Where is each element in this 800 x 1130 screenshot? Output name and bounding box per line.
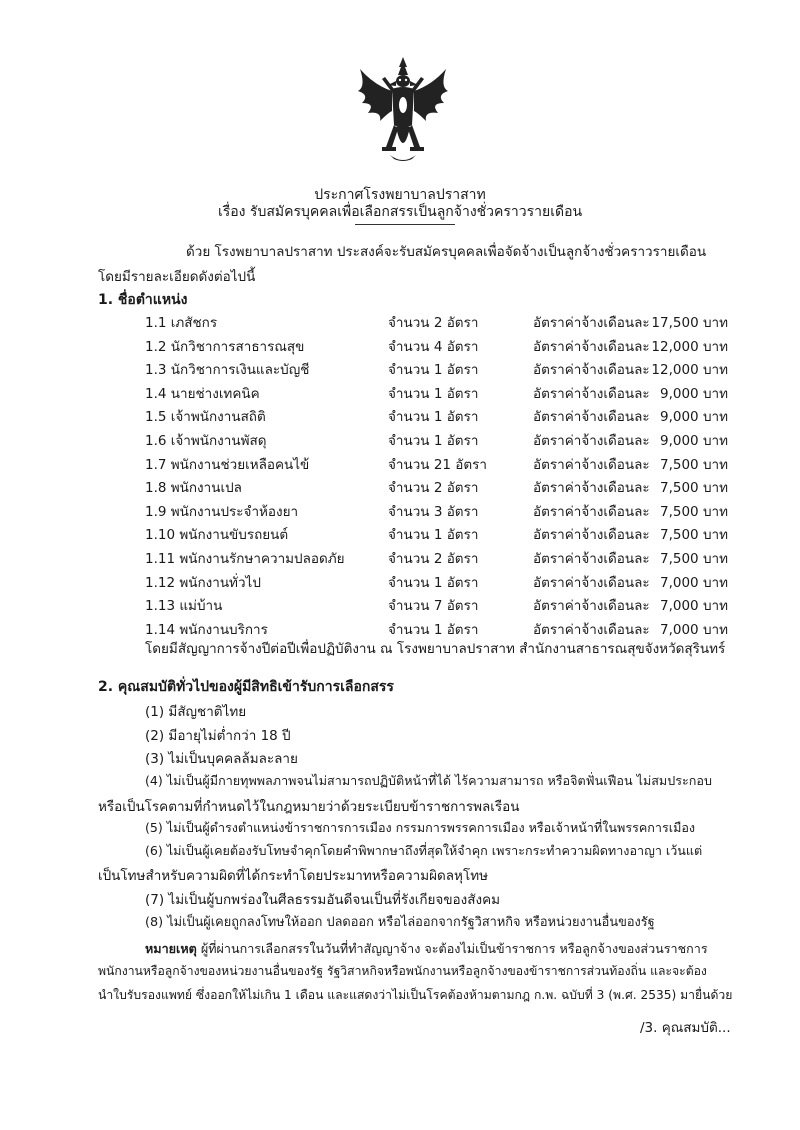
intro-line-1: ด้วย โรงพยาบาลปราสาท ประสงค์จะรับสมัครบุคคลเพื่อจัดจ้างเป็นลูกจ้างชั่วคราวรายเดือน xyxy=(186,244,707,260)
position-rate-label: อัตราค่าจ้างเดือนละ xyxy=(533,338,650,355)
position-row xyxy=(0,429,800,449)
position-row xyxy=(0,571,800,591)
position-rate-label: อัตราค่าจ้างเดือนละ xyxy=(533,362,650,379)
position-name: 1.4 นายช่างเทคนิค xyxy=(145,385,260,402)
qualification-5: (5) ไม่เป็นผู้ดำรงตำแหน่งข้าราชการการเมือง กรรมการพรรคการเมือง หรือเจ้าหน้าที่ในพรรคการเมือง xyxy=(145,820,696,835)
note-line-1 xyxy=(145,939,708,959)
intro-line-2: โดยมีรายละเอียดดังต่อไปนี้ xyxy=(98,269,256,285)
position-rate-label: อัตราค่าจ้างเดือนละ xyxy=(533,456,650,473)
position-name: 1.1 เภสัชกร xyxy=(145,315,218,331)
qualification-2: (2) มีอายุไม่ต่ำกว่า 18 ปี xyxy=(145,728,291,744)
position-count: จำนวน 1 อัตรา xyxy=(388,409,479,426)
position-name: 1.8 พนักงานเปล xyxy=(145,480,242,497)
position-name: 1.5 เจ้าพนักงานสถิติ xyxy=(145,409,266,426)
position-amount: 7,000 บาท xyxy=(660,621,728,638)
position-row xyxy=(0,476,800,496)
position-row xyxy=(0,311,800,331)
section-1-heading: 1. ชื่อตำแหน่ง xyxy=(98,292,188,308)
position-name: 1.12 พนักงานทั่วไป xyxy=(145,574,261,591)
position-count: จำนวน 7 อัตรา xyxy=(388,598,479,615)
position-row xyxy=(0,594,800,614)
qualification-4-line-1: (4) ไม่เป็นผู้มีกายทุพพลภาพจนไม่สามารถปฏิบัติหน้าที่ได้ ไร้ความสามารถ หรือจิตฟั่นเฟือน ไม่สมประกอบ xyxy=(145,773,712,788)
position-amount: 9,000 บาท xyxy=(660,433,728,449)
position-row xyxy=(0,523,800,543)
position-count: จำนวน 2 อัตรา xyxy=(388,551,479,567)
position-amount: 12,000 บาท xyxy=(651,362,728,379)
position-amount: 7,500 บาท xyxy=(660,480,728,497)
qualification-6-line-1: (6) ไม่เป็นผู้เคยต้องรับโทษจำคุกโดยคำพิพากษาถึงที่สุดให้จำคุก เพราะกระทำความผิดทางอาญา เว้นแต่ xyxy=(145,843,703,858)
position-row xyxy=(0,453,800,473)
qualification-3: (3) ไม่เป็นบุคคลล้มละลาย xyxy=(145,751,298,767)
position-rate-label: อัตราค่าจ้างเดือนละ xyxy=(533,409,650,426)
position-rate-label: อัตราค่าจ้างเดือนละ xyxy=(533,503,650,520)
position-name: 1.14 พนักงานบริการ xyxy=(145,621,268,638)
continuation-marker: /3. คุณสมบัติ... xyxy=(640,1020,731,1036)
qualification-1: (1) มีสัญชาติไทย xyxy=(145,704,247,720)
position-rate-label: อัตราค่าจ้างเดือนละ xyxy=(533,480,650,497)
note-line-3: นำใบรับรองแพทย์ ซึ่งออกให้ไม่เกิน 1 เดือน และแสดงว่าไม่เป็นโรคต้องห้ามตามกฎ ก.พ. ฉบับที่ 3 (พ.ศ. 2535) มายื่นด้วย xyxy=(98,988,733,1002)
position-count: จำนวน 2 อัตรา xyxy=(388,315,479,331)
position-amount: 7,500 บาท xyxy=(660,456,728,473)
position-name: 1.13 แม่บ้าน xyxy=(145,598,223,615)
note-text-1: ผู้ที่ผ่านการเลือกสรรในวันที่ทำสัญญาจ้าง จะต้องไม่เป็นข้าราชการ หรือลูกจ้างของส่วนราชการ xyxy=(196,941,708,956)
position-row xyxy=(0,547,800,567)
title-underline xyxy=(355,224,455,225)
qualification-6-line-2: เป็นโทษสำหรับความผิดที่ได้กระทำโดยประมาทหรือความผิดลหุโทษ xyxy=(98,868,489,884)
position-count: จำนวน 2 อัตรา xyxy=(388,480,479,497)
position-count: จำนวน 1 อัตรา xyxy=(388,574,479,591)
position-count: จำนวน 3 อัตรา xyxy=(388,503,479,520)
note-line-2: พนักงานหรือลูกจ้างของหน่วยงานอื่นของรัฐ รัฐวิสาหกิจหรือพนักงานหรือลูกจ้างของข้าราชการส่วนท้องถิ่น และจะต้อง xyxy=(98,964,707,978)
position-rate-label: อัตราค่าจ้างเดือนละ xyxy=(533,621,650,638)
position-row xyxy=(0,382,800,402)
position-count: จำนวน 1 อัตรา xyxy=(388,433,479,449)
position-count: จำนวน 1 อัตรา xyxy=(388,362,479,379)
position-amount: 7,000 บาท xyxy=(660,598,728,615)
position-name: 1.2 นักวิชาการสาธารณสุข xyxy=(145,338,305,355)
position-count: จำนวน 1 อัตรา xyxy=(388,385,479,402)
position-amount: 7,500 บาท xyxy=(660,503,728,520)
position-row xyxy=(0,618,800,638)
section-2-heading: 2. คุณสมบัติทั่วไปของผู้มีสิทธิเข้ารับการเลือกสรร xyxy=(98,679,394,695)
position-row xyxy=(0,335,800,355)
announcement-subject: เรื่อง รับสมัครบุคคลเพื่อเลือกสรรเป็นลูกจ้างชั่วคราวรายเดือน xyxy=(217,204,583,220)
position-rate-label: อัตราค่าจ้างเดือนละ xyxy=(533,598,650,615)
position-count: จำนวน 1 อัตรา xyxy=(388,621,479,638)
position-count: จำนวน 21 อัตรา xyxy=(388,456,487,473)
position-row xyxy=(0,358,800,378)
position-name: 1.11 พนักงานรักษาความปลอดภัย xyxy=(145,551,345,567)
position-amount: 7,500 บาท xyxy=(660,551,728,567)
position-count: จำนวน 1 อัตรา xyxy=(388,527,479,544)
position-rate-label: อัตราค่าจ้างเดือนละ xyxy=(533,385,650,402)
garuda-emblem xyxy=(352,55,454,165)
qualification-8: (8) ไม่เป็นผู้เคยถูกลงโทษให้ออก ปลดออก หรือไล่ออกจากรัฐวิสาหกิจ หรือหน่วยงานอื่นของรัฐ xyxy=(145,915,655,930)
position-amount: 7,500 บาท xyxy=(660,527,728,544)
position-rate-label: อัตราค่าจ้างเดือนละ xyxy=(533,315,650,331)
position-rate-label: อัตราค่าจ้างเดือนละ xyxy=(533,527,650,544)
position-name: 1.9 พนักงานประจำห้องยา xyxy=(145,503,299,520)
position-name: 1.6 เจ้าพนักงานพัสดุ xyxy=(145,433,267,449)
position-amount: 7,000 บาท xyxy=(660,574,728,591)
position-rate-label: อัตราค่าจ้างเดือนละ xyxy=(533,551,650,567)
position-name: 1.7 พนักงานช่วยเหลือคนไข้ xyxy=(145,456,310,473)
position-amount: 12,000 บาท xyxy=(651,338,728,355)
qualification-4-line-2: หรือเป็นโรคตามที่กำหนดไว้ในกฎหมายว่าด้วยระเบียบข้าราชการพลเรือน xyxy=(98,799,520,815)
contract-note: โดยมีสัญญาการจ้างปีต่อปีเพื่อปฏิบัติงาน ณ โรงพยาบาลปราสาท สำนักงานสาธารณสุขจังหวัดสุรินทร์ xyxy=(145,641,726,657)
position-amount: 17,500 บาท xyxy=(651,315,728,331)
position-count: จำนวน 4 อัตรา xyxy=(388,338,479,355)
position-rate-label: อัตราค่าจ้างเดือนละ xyxy=(533,574,650,591)
position-row xyxy=(0,405,800,425)
position-amount: 9,000 บาท xyxy=(660,385,728,402)
position-rate-label: อัตราค่าจ้างเดือนละ xyxy=(533,433,650,449)
announcement-title: ประกาศโรงพยาบาลปราสาท xyxy=(314,187,486,203)
note-label: หมายเหตุ xyxy=(145,941,197,956)
position-amount: 9,000 บาท xyxy=(660,409,728,426)
position-name: 1.3 นักวิชาการเงินและบัญชี xyxy=(145,362,310,379)
position-row xyxy=(0,500,800,520)
qualification-7: (7) ไม่เป็นผู้บกพร่องในศีลธรรมอันดีจนเป็นที่รังเกียจของสังคม xyxy=(145,892,501,908)
position-name: 1.10 พนักงานขับรถยนต์ xyxy=(145,527,289,544)
